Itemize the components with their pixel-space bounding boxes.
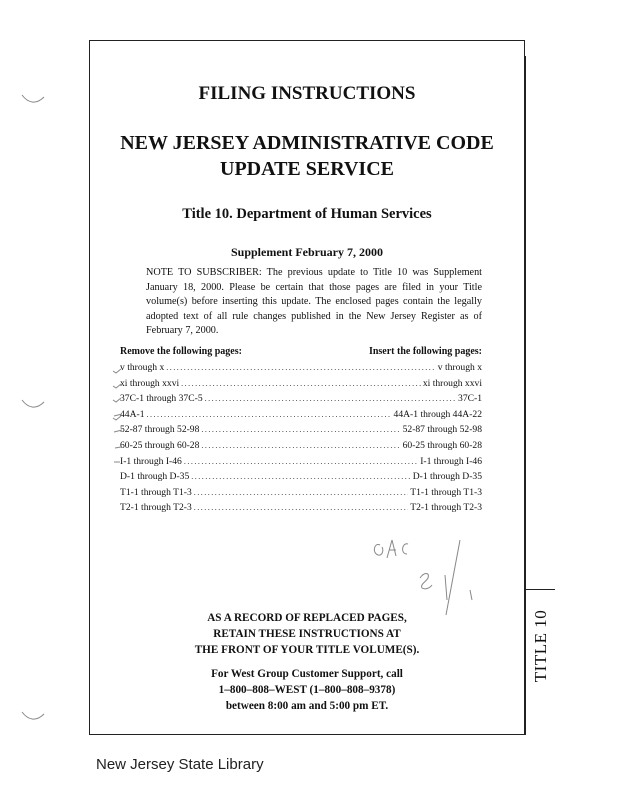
insert-pages: xi through xxvi xyxy=(422,377,482,389)
tick-mark xyxy=(113,398,121,402)
record-line1: AS A RECORD OF REPLACED PAGES, xyxy=(207,612,407,624)
subscriber-note-text: NOTE TO SUBSCRIBER: The previous update to Title 10 was Supplement January 18, 2000. Please be certain that those pages are filed in your Title volume(s) before inserting this update. The enclosed pages contain the legally adopted text of all rule changes published in the New Jersey Register as of February 7, 2000. xyxy=(146,267,482,337)
remove-pages: 44A-1 xyxy=(120,408,145,420)
handwritten-initials xyxy=(470,590,472,600)
insert-pages: 60-25 through 60-28 xyxy=(402,439,482,451)
remove-header: Remove the following pages: xyxy=(120,346,242,357)
record-line2: RETAIN THESE INSTRUCTIONS AT xyxy=(213,628,401,640)
insert-pages: 52-87 through 52-98 xyxy=(402,424,482,436)
support-phone: 1–800–808–WEST (1–800–808–9378) xyxy=(218,684,396,696)
handwritten-initials xyxy=(420,574,432,589)
remove-pages: 60-25 through 60-28 xyxy=(120,439,200,451)
handwritten-initials xyxy=(387,540,396,558)
code-heading-line2: UPDATE SERVICE xyxy=(220,158,394,180)
handwritten-initials xyxy=(446,540,460,615)
code-heading-line1: NEW JERSEY ADMINISTRATIVE CODE xyxy=(120,132,494,154)
remove-pages: T1-1 through T1-3 xyxy=(120,486,192,498)
remove-pages: I-1 through I-46 xyxy=(120,455,182,467)
remove-pages: 37C-1 through 37C-5 xyxy=(120,393,203,405)
margin-mark xyxy=(22,712,44,719)
remove-pages: 52-87 through 52-98 xyxy=(120,424,200,436)
record-line3: THE FRONT OF YOUR TITLE VOLUME(S). xyxy=(194,644,420,656)
handwritten-initials xyxy=(445,575,447,600)
insert-pages: 44A-1 through 44A-22 xyxy=(393,408,482,420)
tick-mark xyxy=(115,447,121,448)
remove-pages: D-1 through D-35 xyxy=(120,471,190,483)
tick-mark xyxy=(114,430,122,432)
tick-mark xyxy=(113,384,121,388)
margin-mark xyxy=(22,95,44,102)
tick-mark xyxy=(113,369,121,373)
insert-pages: D-1 through D-35 xyxy=(412,471,482,483)
handwritten-initials xyxy=(374,544,382,555)
library-stamp: New Jersey State Library xyxy=(96,756,264,773)
margin-mark xyxy=(22,400,44,407)
side-tab-label: TITLE 10 xyxy=(531,609,551,683)
insert-pages: 37C-1 xyxy=(458,393,482,405)
title-subheading: Title 10. Department of Human Services xyxy=(182,206,432,222)
support-hours: between 8:00 am and 5:00 pm ET. xyxy=(225,700,389,712)
support-line1: For West Group Customer Support, call xyxy=(211,668,403,680)
remove-pages: T2-1 through T2-3 xyxy=(120,502,192,514)
remove-pages: v through x xyxy=(120,362,165,373)
insert-pages: T1-1 through T1-3 xyxy=(410,486,482,498)
insert-header: Insert the following pages: xyxy=(368,346,482,357)
tick-mark xyxy=(114,414,122,416)
supplement-date: Supplement February 7, 2000 xyxy=(230,245,383,259)
insert-pages: v through x xyxy=(437,362,482,373)
tick-mark xyxy=(113,416,121,420)
insert-pages: T2-1 through T2-3 xyxy=(410,502,482,514)
handwritten-initials xyxy=(403,544,408,554)
remove-pages: xi through xxvi xyxy=(120,377,180,389)
page-title: FILING INSTRUCTIONS xyxy=(198,83,416,104)
insert-pages: I-1 through I-46 xyxy=(420,455,482,467)
